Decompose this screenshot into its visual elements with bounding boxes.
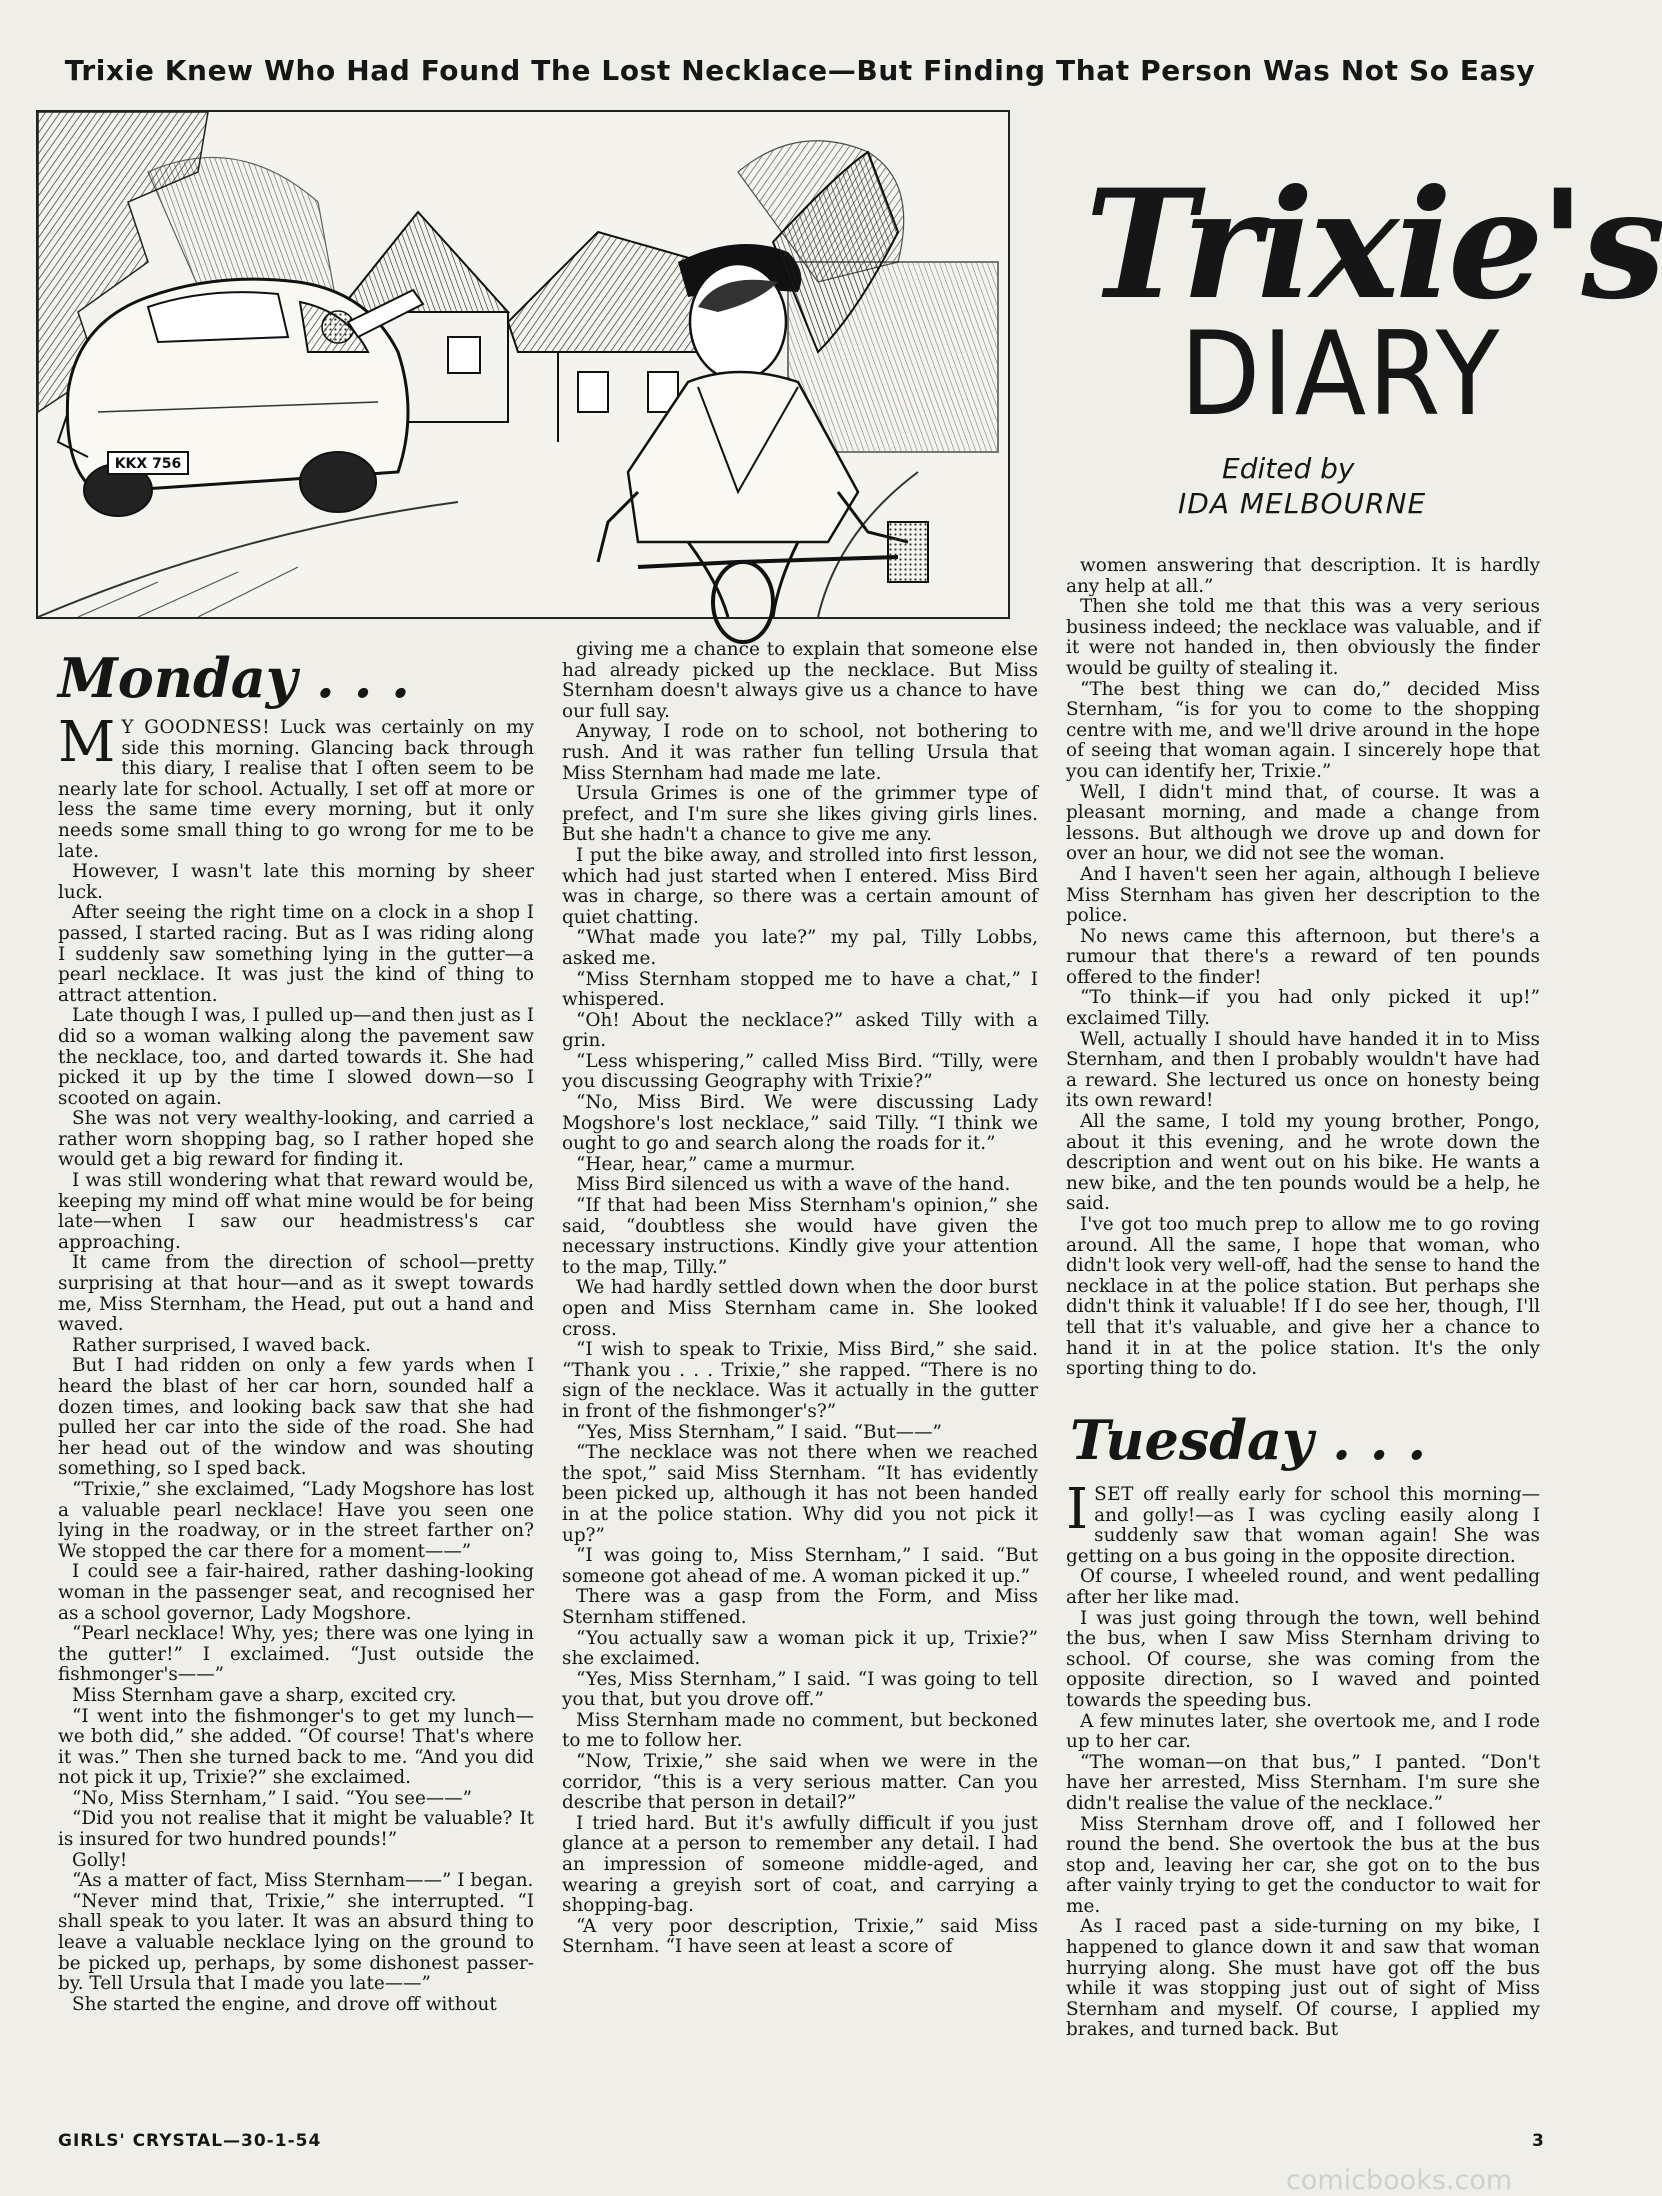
paragraph: There was a gasp from the Form, and Miss Sternham stiffened.	[562, 1586, 1038, 1628]
page-tagline: Trixie Knew Who Had Found The Lost Necklace—But Finding That Person Was Not So Easy	[64, 54, 1536, 87]
paragraph: “As a matter of fact, Miss Sternham——” I began.	[72, 1870, 534, 1892]
paragraph: She started the engine, and drove off without	[72, 1993, 497, 2015]
column-1	[58, 710, 535, 2015]
paragraph: “Pearl necklace! Why, yes; there was one lying in the gutter!” I exclaimed. “Just outside the fishmonger's——”	[58, 1623, 534, 1686]
monday-opening-paragraph	[58, 710, 535, 862]
paragraph: It came from the direction of school—pretty surprising at that hour—and as it swept towards me, Miss Sternham, the Head, put out a hand and waved.	[58, 1252, 534, 1336]
title-diary: DIARY	[1180, 307, 1502, 442]
title-script-trixies: Trixie's	[1085, 157, 1662, 333]
paragraph: Rather surprised, I waved back.	[72, 1334, 372, 1356]
footer-publication: GIRLS' CRYSTAL—30-1-54	[58, 2131, 322, 2151]
column-1-paragraphs	[58, 862, 534, 2015]
heading-monday: Monday . . .	[58, 646, 410, 710]
license-plate: KKX 756	[114, 456, 182, 472]
paragraph: I've got too much prep to allow me to go roving around. All the same, I hope that woman, who didn't look very well-off, had the sense to hand the necklace in at the police station. But perhaps she didn't think it valuable! If I do see her, though, I'll tell that it's valuable, and give her a chance to hand it in at the police station. It's the only sporting thing to do.	[1066, 1214, 1540, 1380]
paragraph: But I had ridden on only a few yards when I heard the blast of her car horn, sounded half a dozen times, and looking back saw that she had pulled her car into the side of the road. She had her head out of the window and was shouting something, so I sped back.	[58, 1355, 534, 1480]
paragraph: Miss Sternham made no comment, but beckoned to me to follow her.	[562, 1709, 1038, 1752]
paragraph: “The necklace was not there when we reached the spot,” said Miss Sternham. “It has evidently been picked up, although it has not been handed in at the police station. Why did you not pick it up?”	[562, 1442, 1038, 1546]
watermark: comicbooks.com	[1286, 2165, 1513, 2196]
page-number: 3	[1532, 2131, 1544, 2151]
paragraph: Miss Sternham drove off, and I followed her round the bend. She overtook the bus at the bus stop and, leaving her car, she got on to the bus after vainly trying to get the conductor to wait for me.	[1066, 1813, 1540, 1917]
paragraph: All the same, I told my young brother, Pongo, about it this evening, and he wrote down the description and went out on his bike. He wants a new bike, and the ten pounds would be a help, he said.	[1066, 1111, 1540, 1215]
paragraph: “The best thing we can do,” decided Miss Sternham, “is for you to come to the shopping centre with me, and we'll drive around in the hope of seeing that woman again. I sincerely hope that you can identify her, Trixie.”	[1066, 678, 1540, 782]
tuesday-opening-text: off really early for school this morning—and golly!—as I was cycling easily along I suddenly saw that woman again! She was getting on a bus going in the opposite direction.	[1066, 1484, 1540, 1567]
dropcap-i: I	[1066, 1477, 1089, 1542]
opening-text: Luck was certainly on my side this morning. Glancing back through this diary, I realise that I often seem to be nearly late for school. Actually, I set off at more or less the same time every morning, but it only needs some small thing to go wrong for me to be late.	[58, 717, 535, 862]
paragraph: However, I wasn't late this morning by sheer luck.	[58, 861, 534, 903]
column-3-paragraphs	[1066, 556, 1540, 1380]
paragraph: “Miss Sternham stopped me to have a chat,” I whispered.	[562, 968, 1038, 1011]
paragraph: Golly!	[72, 1849, 128, 1871]
paragraph: I put the bike away, and strolled into first lesson, which had just started when I entered. Miss Bird was in charge, so there was a certain amount of quiet chatting.	[562, 844, 1038, 928]
paragraph: women answering that description. It is hardly any help at all.”	[1066, 555, 1540, 597]
heading-tuesday: Tuesday . . .	[1070, 1408, 1427, 1472]
paragraph: “No, Miss Sternham,” I said. “You see——”	[72, 1787, 473, 1809]
column-3	[1066, 556, 1540, 1380]
paragraph: Well, I didn't mind that, of course. It was a pleasant morning, and made a change from lessons. But although we drove up and down for over an hour, we did not see the woman.	[1066, 781, 1540, 865]
story-illustration	[36, 110, 1010, 619]
paragraph: “Now, Trixie,” she said when we were in the corridor, “this is a very serious matter. Can you describe that person in detail?”	[562, 1751, 1038, 1814]
paragraph: “A very poor description, Trixie,” said Miss Sternham. “I have seen at least a score of	[562, 1915, 1038, 1958]
paragraph: After seeing the right time on a clock in a shop I passed, I started racing. But as I was riding along I suddenly saw something lying in the gutter—a pearl necklace. It was just the kind of thing to attract attention.	[58, 902, 534, 1006]
column-3-tuesday	[1066, 1477, 1540, 2041]
paragraph: I could see a fair-haired, rather dashing-looking woman in the passenger seat, and recognised her as a school governor, Lady Mogshore.	[58, 1561, 534, 1624]
paragraph: Of course, I wheeled round, and went pedalling after her like mad.	[1066, 1566, 1540, 1608]
paragraph: giving me a chance to explain that someone else had already picked up the necklace. But Miss Sternham doesn't always give us a chance to have our full say.	[562, 639, 1038, 722]
paragraph: “What made you late?” my pal, Tilly Lobbs, asked me.	[562, 927, 1038, 969]
paragraph: Anyway, I rode on to school, not bothering to rush. And it was rather fun telling Ursula that Miss Sternham had made me late.	[562, 721, 1038, 784]
paragraph: As I raced past a side-turning on my bike, I happened to glance down it and saw that woman hurrying along. She must have got off the bus while it was stopping just out of sight of Miss Sternham and myself. Of course, I applied my brakes, and turned back. But	[1066, 1916, 1540, 2041]
opening-caps: Y GOODNESS!	[121, 717, 271, 738]
paragraph: Miss Sternham gave a sharp, excited cry.	[72, 1684, 457, 1706]
editor-name: IDA MELBOURNE	[1178, 487, 1427, 520]
paragraph: “Yes, Miss Sternham,” I said. “But——”	[576, 1421, 942, 1443]
paragraph: Ursula Grimes is one of the grimmer type of prefect, and I'm sure she likes giving girls lines. But she hadn't a chance to give me any.	[562, 783, 1038, 846]
paragraph: I was still wondering what that reward would be, keeping my mind off what mine would be for being late—when I saw our headmistress's car approaching.	[58, 1170, 534, 1253]
paragraph: “Hear, hear,” came a murmur.	[576, 1153, 856, 1175]
paragraph: I was just going through the town, well behind the bus, when I saw Miss Sternham driving to school. Of course, she was coming from the opposite direction, so I waved and pointed towards the speeding bus.	[1066, 1607, 1540, 1711]
paragraph: And I haven't seen her again, although I believe Miss Sternham has given her description to the police.	[1066, 863, 1540, 927]
paragraph: “Yes, Miss Sternham,” I said. “I was going to tell you that, but you drove off.”	[562, 1668, 1038, 1711]
paragraph: “Trixie,” she exclaimed, “Lady Mogshore has lost a valuable pearl necklace! Have you seen one lying in the roadway, or in the street farther on? We stopped the car there for a moment——”	[58, 1478, 534, 1562]
paragraph: Then she told me that this was a very serious business indeed; the necklace was valuable, and if it were not handed in, then obviously the finder would be guilty of stealing it.	[1066, 596, 1540, 679]
paragraph: “Less whispering,” called Miss Bird. “Tilly, were you discussing Geography with Trixie?”	[562, 1050, 1038, 1093]
paragraph: A few minutes later, she overtook me, and I rode up to her car.	[1066, 1710, 1540, 1753]
column-2-paragraphs	[562, 640, 1038, 1958]
paragraph: “I was going to, Miss Sternham,” I said. “But someone got ahead of me. A woman picked it up.”	[562, 1545, 1038, 1587]
column-2	[562, 640, 1038, 1958]
paragraph: “You actually saw a woman pick it up, Trixie?” she exclaimed.	[562, 1627, 1038, 1670]
paragraph: We had hardly settled down when the door burst open and Miss Sternham came in. She looked cross.	[562, 1277, 1038, 1340]
paragraph: Miss Bird silenced us with a wave of the hand.	[576, 1174, 1011, 1196]
paragraph: “To think—if you had only picked it up!” exclaimed Tilly.	[1066, 987, 1540, 1030]
paragraph: I tried hard. But it's awfully difficult if you just glance at a person to remember any detail. I had an impression of someone middle-aged, and wearing a greyish sort of coat, and carrying a shopping-bag.	[562, 1812, 1038, 1917]
paragraph: “I went into the fishmonger's to get my lunch—we both did,” she added. “Of course! That's where it was.” Then she turned back to me. “And you did not pick it up, Trixie?” she exclaimed.	[58, 1705, 534, 1789]
tuesday-opening-paragraph	[1066, 1477, 1540, 1567]
paragraph: No news came this afternoon, but there's a rumour that there's a reward of ten pounds offered to the finder!	[1066, 925, 1540, 988]
paragraph: “Never mind that, Trixie,” she interrupted. “I shall speak to you later. It was an absurd thing to leave a valuable necklace lying on the ground to be picked up, perhaps, by some dishonest passer-by. Tell Ursula that I made you late——”	[58, 1890, 534, 1995]
illustration-drawing	[38, 112, 1008, 617]
paragraph: “Did you not realise that it might be valuable? It is insured for two hundred pounds!”	[58, 1808, 534, 1851]
paragraph: She was not very wealthy-looking, and carried a rather worn shopping bag, so I rather hoped she would get a big reward for finding it.	[58, 1108, 534, 1171]
paragraph: “The woman—on that bus,” I panted. “Don't have her arrested, Miss Sternham. I'm sure she didn't realise the value of the necklace.”	[1066, 1751, 1540, 1814]
car	[58, 279, 423, 516]
paragraph: “I wish to speak to Trixie, Miss Bird,” she said. “Thank you . . . Trixie,” she rapped. “There is no sign of the necklace. Was it actually in the gutter in front of the fishmonger's?”	[562, 1339, 1038, 1422]
tuesday-paragraphs	[1066, 1567, 1540, 2041]
tuesday-opening-caps: SET	[1094, 1484, 1134, 1505]
paragraph: Late though I was, I pulled up—and then just as I did so a woman walking along the pavement saw the necklace, too, and darted towards it. She had picked it up by the time I slowed down—so I scooted on again.	[58, 1005, 534, 1109]
dropcap-m: M	[58, 710, 116, 775]
paragraph: Well, actually I should have handed it in to Miss Sternham, and then I probably wouldn't have had a reward. She lectured us once on honesty being its own reward!	[1066, 1028, 1540, 1112]
edited-by-label: Edited by	[1222, 452, 1355, 485]
paragraph: “If that had been Miss Sternham's opinion,” she said, “doubtless she would have given the necessary instructions. Kindly give your attention to the map, Tilly.”	[562, 1195, 1038, 1278]
paragraph: “No, Miss Bird. We were discussing Lady Mogshore's lost necklace,” said Tilly. “I think we ought to go and search along the roads for it.”	[562, 1092, 1038, 1155]
paragraph: “Oh! About the necklace?” asked Tilly with a grin.	[562, 1009, 1038, 1052]
